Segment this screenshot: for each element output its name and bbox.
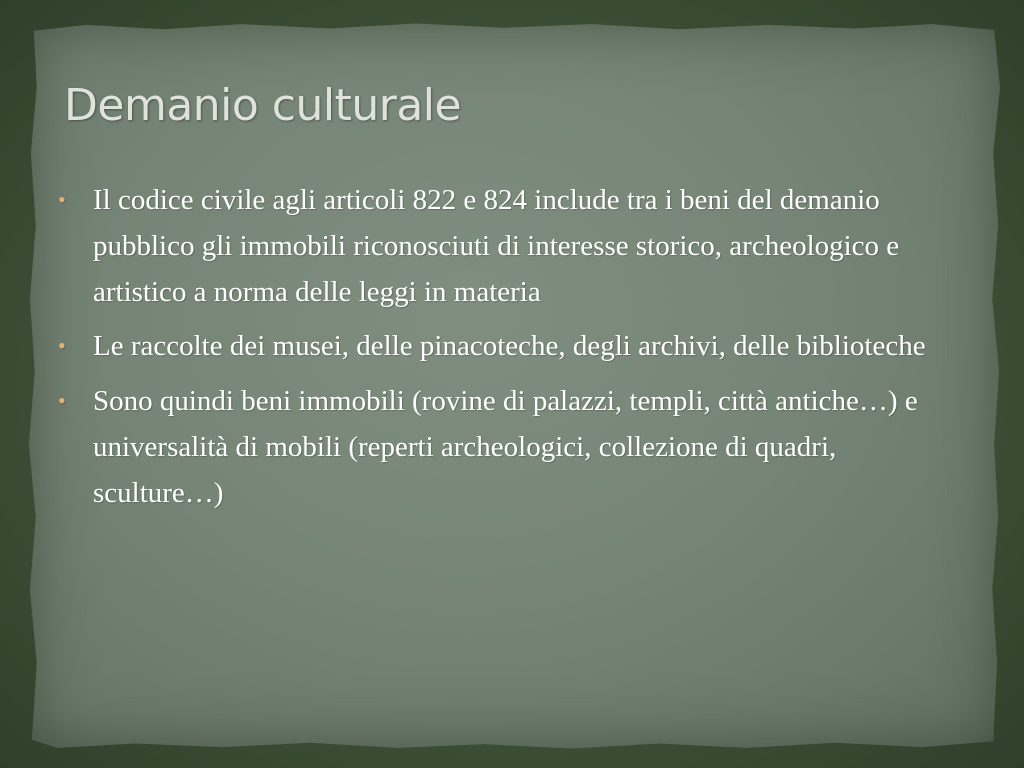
bullet-item-3 bbox=[58, 379, 968, 516]
bullet-text-3: Sono quindi beni immobili (rovine di palazzi, templi, città antiche…) e universalità di mobili (reperti archeologici, collezione di quadri, sculture…) bbox=[93, 385, 918, 509]
bullet-dot-icon: • bbox=[58, 333, 66, 359]
bullet-list bbox=[58, 178, 968, 526]
bullet-dot-icon: • bbox=[58, 187, 66, 212]
bullet-item-2 bbox=[58, 324, 968, 370]
bullet-item-1 bbox=[58, 178, 968, 315]
bullet-dot-icon: • bbox=[58, 388, 66, 414]
bullet-text-2: Le raccolte dei musei, delle pinacoteche, degli archivi, delle biblioteche bbox=[93, 330, 926, 363]
bullet-text-1: Il codice civile agli articoli 822 e 824 include tra i beni del demanio pubblico gli immobili riconosciuti di interesse storico, archeologico e artistico a norma delle leggi in materia bbox=[93, 184, 900, 308]
slide-title: Demanio culturale bbox=[64, 80, 462, 131]
